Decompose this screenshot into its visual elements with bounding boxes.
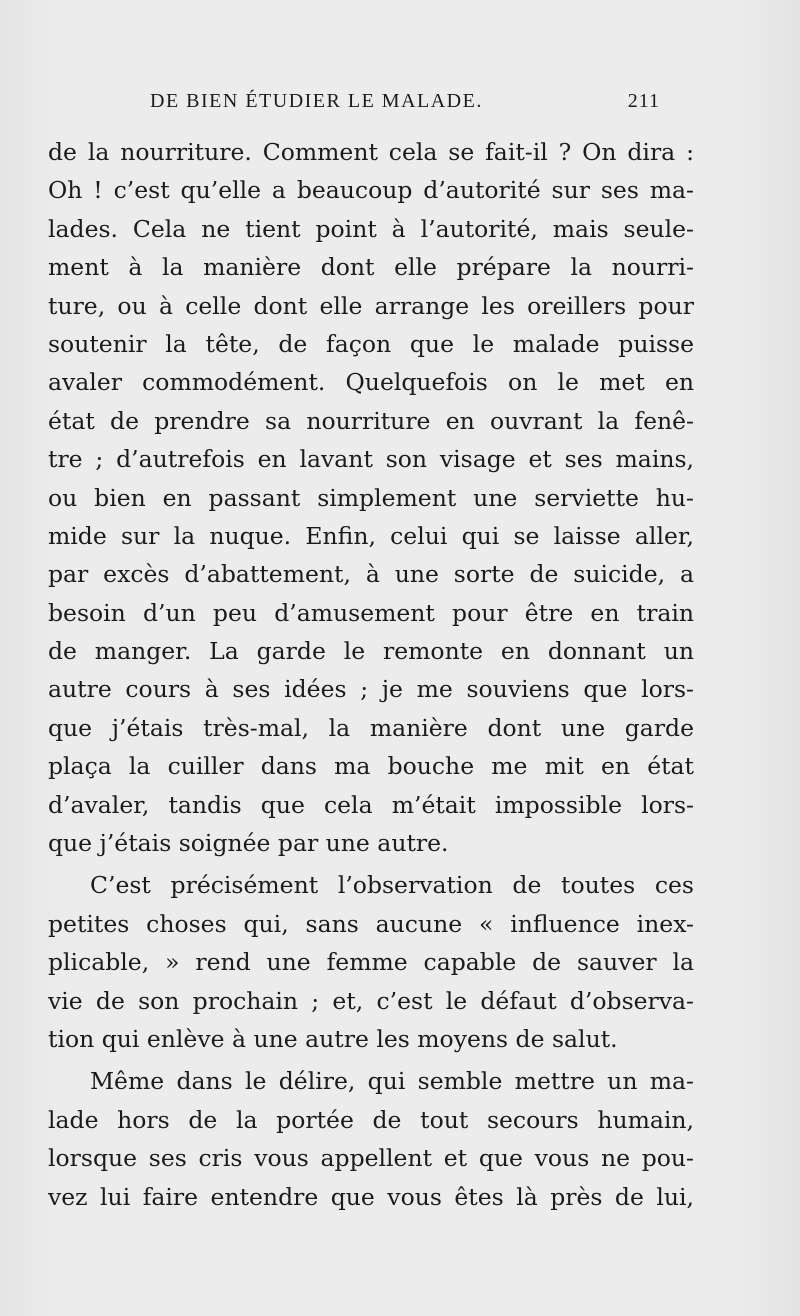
text-line: mide sur la nuque. Enfin, celui qui se laisse aller,	[48, 521, 694, 550]
text-line: par excès d’abattement, à une sorte de suicide, a	[48, 560, 694, 589]
text-line: tion qui enlève à une autre les moyens de salut.	[48, 1024, 618, 1053]
text-line: que j’étais soignée par une autre.	[48, 829, 449, 858]
text-line: lorsque ses cris vous appellent et que vous ne pou-	[48, 1144, 694, 1173]
text-line: avaler commodément. Quelquefois on le met en	[48, 368, 694, 397]
text-line: de manger. La garde le remonte en donnant un	[48, 637, 694, 666]
text-line: petites choses qui, sans aucune « influence inex-	[48, 909, 694, 938]
text-line: plicable, » rend une femme capable de sauver la	[48, 948, 694, 977]
page-number: 211	[627, 90, 660, 112]
running-title: DE BIEN ÉTUDIER LE MALADE.	[150, 90, 483, 112]
text-line: Oh ! c’est qu’elle a beaucoup d’autorité sur ses ma-	[48, 176, 694, 205]
text-line: état de prendre sa nourriture en ouvrant la fenê-	[48, 406, 694, 435]
text-line: besoin d’un peu d’amusement pour être en train	[48, 598, 694, 627]
text-line: Même dans le délire, qui semble mettre un ma-	[90, 1067, 694, 1096]
text-line: ou bien en passant simplement une serviette hu-	[48, 483, 694, 512]
text-line: soutenir la tête, de façon que le malade puisse	[48, 329, 694, 358]
text-line: autre cours à ses idées ; je me souviens que lors-	[48, 675, 694, 704]
running-header	[150, 90, 660, 113]
text-line: tre ; d’autrefois en lavant son visage et ses mains,	[48, 445, 694, 474]
body-text	[48, 133, 694, 1216]
text-line: lade hors de la portée de tout secours humain,	[48, 1105, 694, 1134]
text-line: ment à la manière dont elle prépare la nourri-	[48, 253, 694, 282]
text-line: plaça la cuiller dans ma bouche me mit en état	[48, 752, 694, 781]
text-line: ture, ou à celle dont elle arrange les oreillers pour	[48, 291, 694, 320]
text-line: que j’étais très-mal, la manière dont une garde	[48, 713, 694, 742]
text-line: vie de son prochain ; et, c’est le défaut d’observa-	[48, 986, 694, 1015]
text-line: C’est précisément l’observation de toutes ces	[90, 871, 694, 900]
text-line: lades. Cela ne tient point à l’autorité, mais seule-	[48, 214, 694, 243]
text-line: d’avaler, tandis que cela m’était impossible lors-	[48, 790, 694, 819]
text-line: de la nourriture. Comment cela se fait-il ? On dira :	[48, 138, 694, 166]
text-line: vez lui faire entendre que vous êtes là près de lui,	[48, 1182, 694, 1211]
